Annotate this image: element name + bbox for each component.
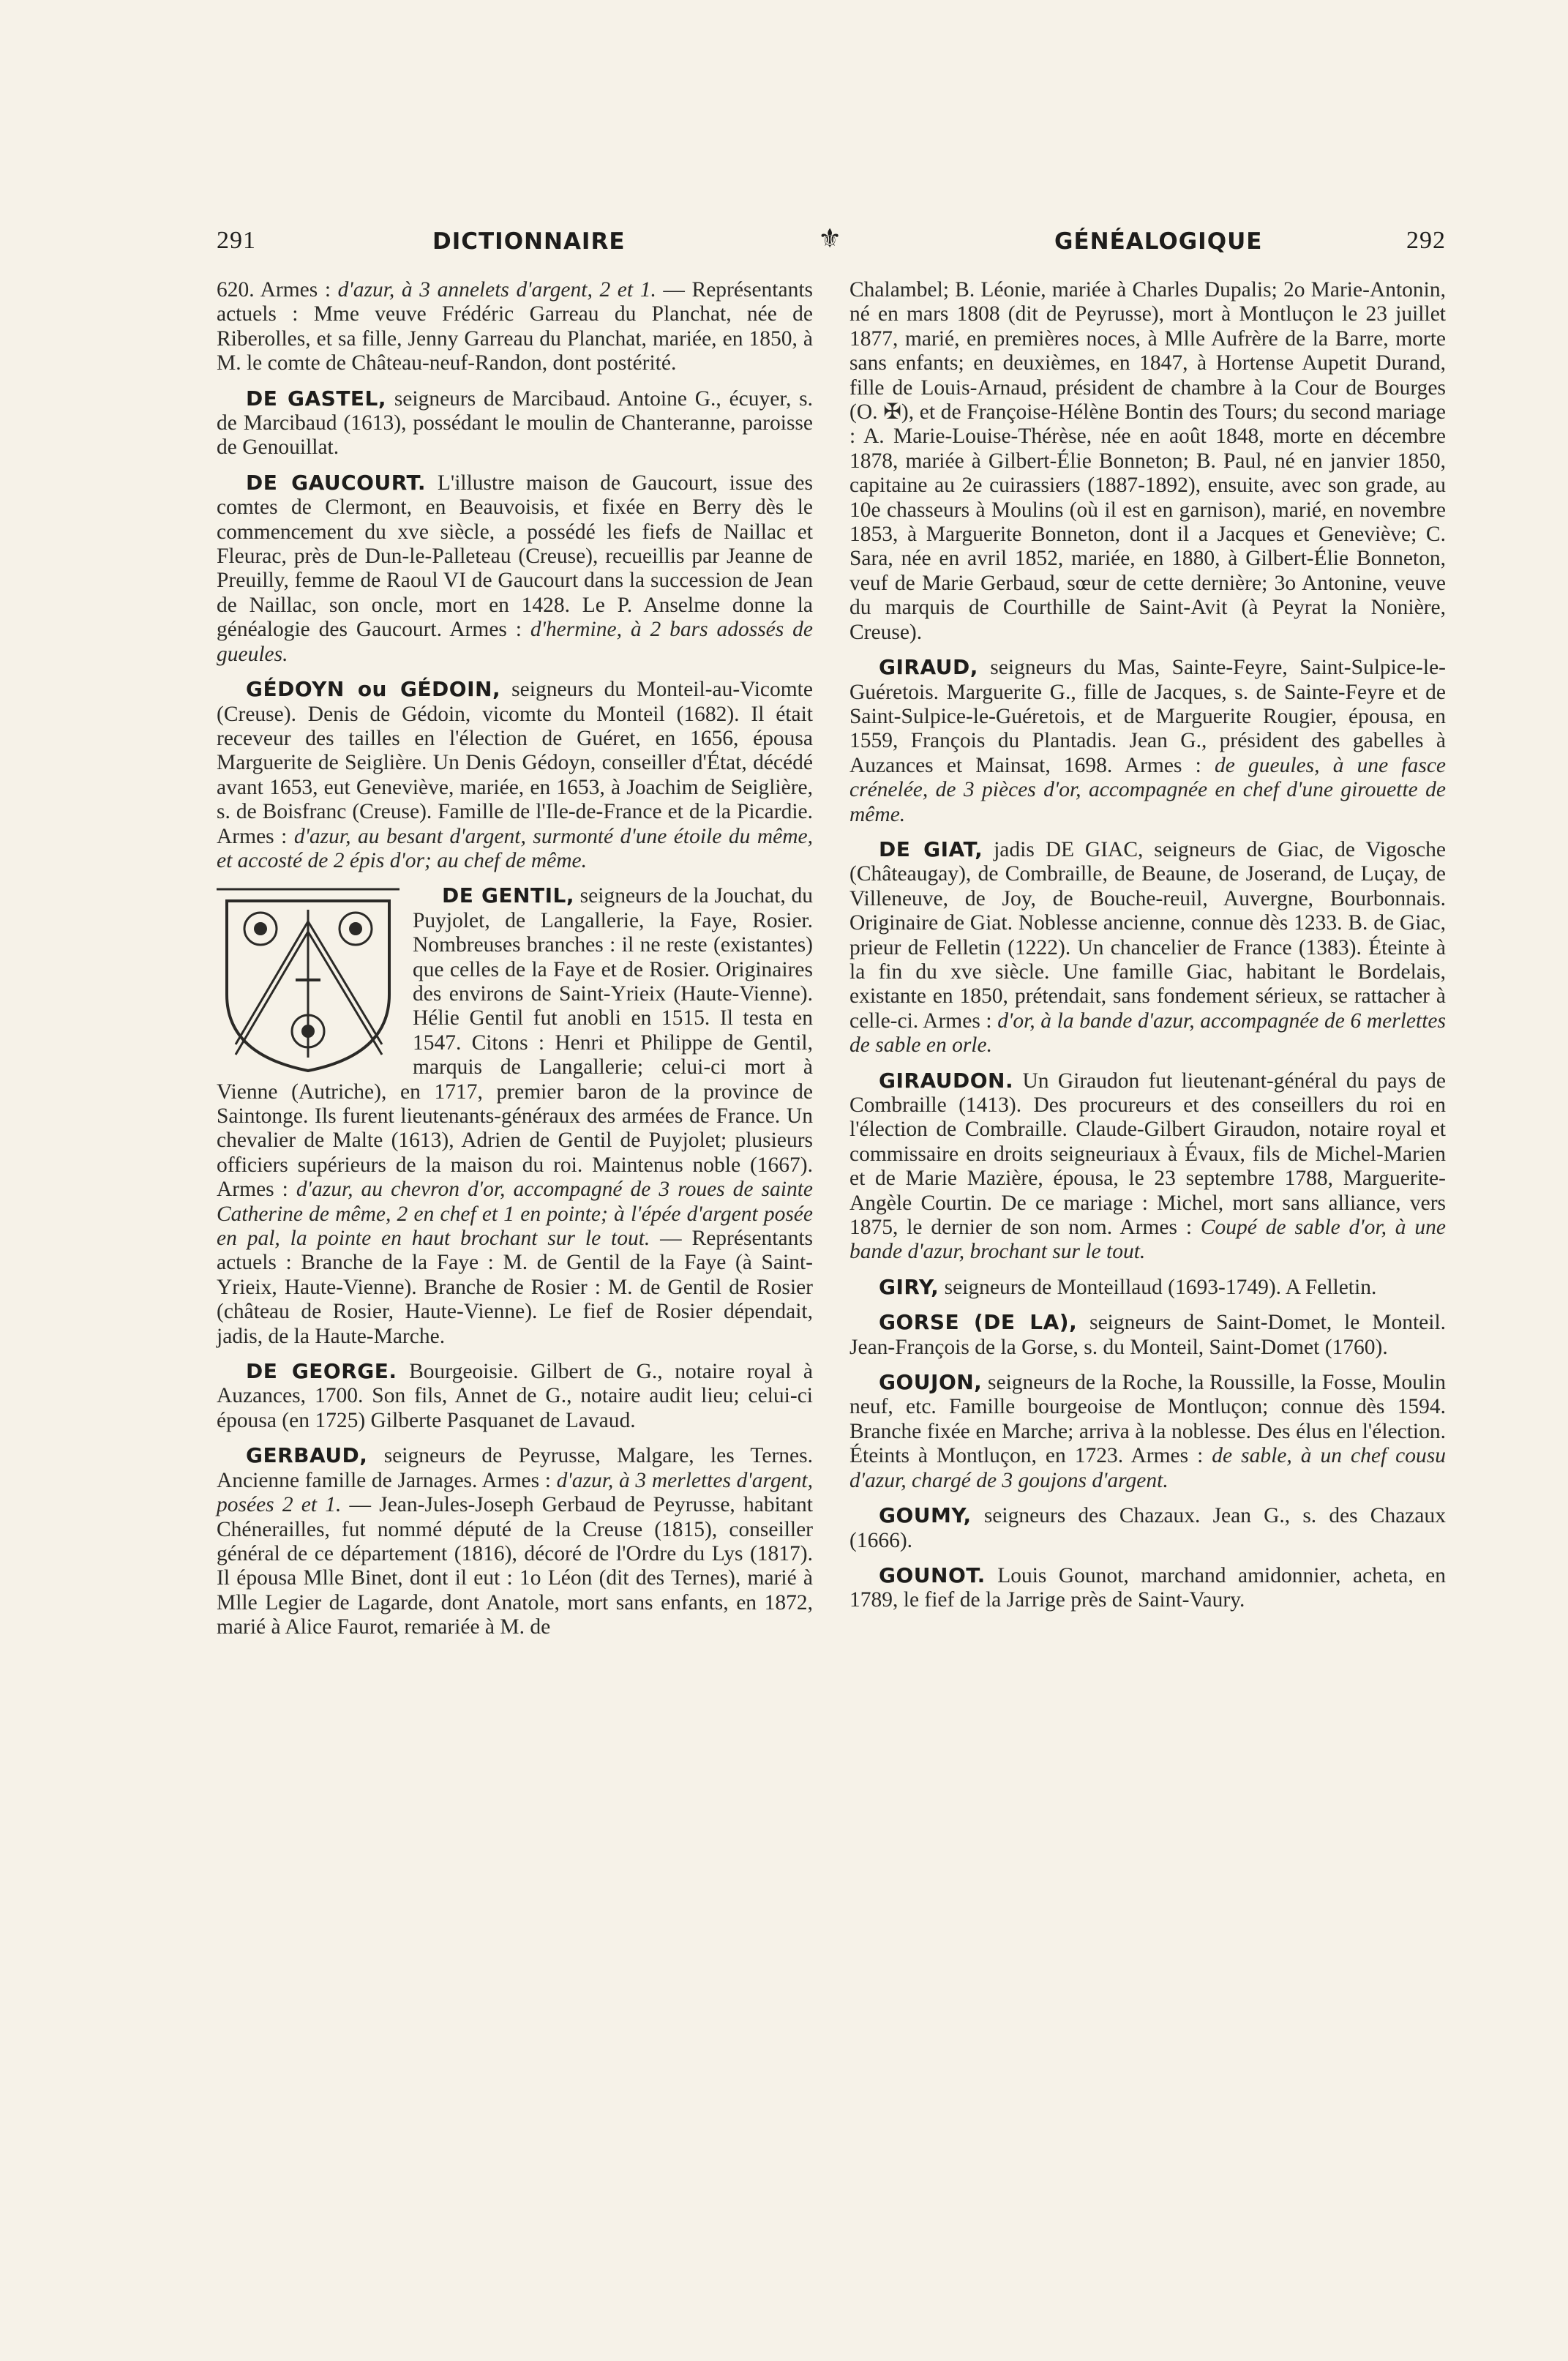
entry-george: DE GEORGE. Bourgeoisie. Gilbert de G., notaire royal à Auzances, 1700. Son fils, Annet de G., notaire audit lieu; celui-ci épousa (en 1725) Gilberte Pasquanet de Lavaud. xyxy=(217,1359,813,1432)
fleur-de-lis-icon: ⚜ xyxy=(818,224,843,254)
running-head-left: DICTIONNAIRE xyxy=(432,228,626,255)
entry-gentil: DE GENTIL, seigneurs de la Jouchat, du Puyjolet, de Langallerie, la Faye, Rosier. Nombreuses branches : il ne reste (existantes) que celles de la Faye et de Rosier. Originaires des environs de Saint-Yrieix (Haute-Vienne). Hélie Gentil fut anobli en 1515. Il testa en 1547. Citons : Henri et Philippe de Gentil, marquis de Langallerie; celui-ci mort à Vienne (Autriche), en 1717, premier baron de la province de Saintonge. Ils furent lieutenants-généraux des armées de France. Un chevalier de Malte (1613), Adrien de Gentil de Puyjolet; plusieurs officiers supérieurs de la maison du roi. Maintenus noble (1667). Armes : d'azur, au chevron d'or, accompagné de 3 roues de sainte Catherine de même, 2 en chef et 1 en pointe; à l'épée d'argent posée en pal, la pointe en haut brochant sur le tout. — Représentants actuels : Branche de la Faye : M. de Gentil de la Faye (à Saint-Yrieix, Haute-Vienne). Branche de Rosier : M. de Gentil de Rosier (château de Rosier, Haute-Vienne). Le fief de Rosier dépendait, jadis, de la Haute-Marche. xyxy=(217,883,814,1348)
entry-gaucourt: DE GAUCOURT. L'illustre maison de Gaucourt, issue des comtes de Clermont, en Beauvoisis, et fixée en Berry dès le commencement du xve siècle, a possédé les fiefs de Naillac et Fleurac, près de Dun-le-Palleteau (Creuse), recueillis par Jeanne de Preuilly, femme de Raoul VI de Gaucourt dans la succession de Jean de Naillac, son oncle, mort en 1428. Le P. Anselme donne la généalogie des Gaucourt. Armes : d'hermine, à 2 bars adossés de gueules. xyxy=(217,470,813,666)
running-head-right: GÉNÉALOGIQUE xyxy=(1054,228,1263,255)
entry-gerbaud: GERBAUD, seigneurs de Peyrusse, Malgare, les Ternes. Ancienne famille de Jarnages. Armes : d'azur, à 3 merlettes d'argent, posées 2 et 1. — Jean-Jules-Joseph Gerbaud de Peyrusse, habitant Chénerailles, fut nommé député de la Creuse (1815), conseiller général de ce département (1816), décoré de l'Ordre du Lys (1817). Il épousa Mlle Binet, dont il eut : 1o Léon (dit des Ternes), marié à Mlle Legier de Lagarde, dont Anatole, mort sans enfants, en 1872, marié à Alice Faurot, remariée à M. de xyxy=(217,1443,813,1639)
page-header xyxy=(217,224,1446,263)
entry-gounot: GOUNOT. Louis Gounot, marchand amidonnier, acheta, en 1789, le fief de la Jarrige près de Saint-Vaury. xyxy=(849,1563,1446,1612)
entry-giraudon: GIRAUDON. Un Giraudon fut lieutenant-général du pays de Combraille (1413). Des procureurs et des conseillers du roi en l'élection de Combraille. Claude-Gilbert Giraudon, notaire royal et commissaire en droits seigneuriaux à Évaux, fils de Michel-Marien et de Marie Mazière, épousa, le 23 septembre 1788, Marguerite-Angèle Courtin. De ce mariage : Michel, mort sans alliance, vers 1875, le dernier de son nom. Armes : Coupé de sable d'or, à une bande d'azur, brochant sur le tout. xyxy=(849,1068,1447,1264)
entry-continuation: Chalambel; B. Léonie, mariée à Charles Dupalis; 2o Marie-Antonin, né en mars 1808 (dit de Peyrusse), mort à Montluçon le 23 juillet 1877, marié, en premières noces, à Mlle Aufrère de la Barre, morte sans enfants; en deuxièmes, en 1847, à Hortense Aupetit Durand, fille de Louis-Arnaud, président de chambre à la Cour de Bourges (O. ✠), et de Françoise-Hélène Bontin des Tours; du second mariage : A. Marie-Louise-Thérèse, née en août 1848, morte en décembre 1878, mariée à Gilbert-Élie Bonneton; B. Paul, né en janvier 1850, capitaine au 2e cuirassiers (1887-1892), ensuite, avec son grade, au 10e chasseurs à Moulins (où il est en garnison), marié, en novembre 1853, à Marguerite Bonneton, dont il a Jacques et Geneviève; C. Sara, née en avril 1852, mariée, en 1880, à Gilbert-Élie Bonneton, veuf de Marie Gerbaud, sœur de cette dernière; 3o Antonine, veuve du marquis de Courthille de Saint-Avit (à Peyrat la Nonière, Creuse). xyxy=(849,278,1446,644)
entry-gedoyn: GÉDOYN ou GÉDOIN, seigneurs du Monteil-au-Vicomte (Creuse). Denis de Gédoin, vicomte du Monteil (1682). Il était receveur des tailles en l'élection de Guéret, en 1656, épousa Marguerite de Seiglière. Un Denis Gédoyn, conseiller d'État, décédé avant 1653, eut Geneviève, mariée, en 1653, à Joachim de Seiglière, s. de Boisfranc (Creuse). Famille de l'Ile-de-France et de la Picardie. Armes : d'azur, au besant d'argent, surmonté d'une étoile du même, et accosté de 2 épis d'or; au chef de même. xyxy=(217,677,813,872)
entry-gastel: DE GASTEL, seigneurs de Marcibaud. Antoine G., écuyer, s. de Marcibaud (1613), possédant le moulin de Chanteranne, paroisse de Genouillat. xyxy=(217,386,813,460)
entry-gorse: GORSE (DE LA), seigneurs de Saint-Domet, le Monteil. Jean-François de la Gorse, s. du Monteil, Saint-Domet (1760). xyxy=(849,1310,1447,1359)
entry-giat: DE GIAT, jadis DE GIAC, seigneurs de Giac, de Vigosche (Châteaugay), de Combraille, de Beaune, de Joserand, de Luçay, de Villeneuve, de Joy, de Bouche-reuil, Auvergne, Bourbonnais. Originaire de Giat. Noblesse ancienne, connue dès 1233. B. de Giac, prieur de Felletin (1222). Un chancelier de France (1383). Éteinte à la fin du xve siècle. Une famille Giac, habitant le Bordelais, existante en 1850, prétendait, sans fondement sérieux, se rattacher à celle-ci. Armes : d'or, à la bande d'azur, accompagnée de 6 merlettes de sable en orle. xyxy=(849,837,1446,1058)
entry-goumy: GOUMY, seigneurs des Chazaux. Jean G., s. des Chazaux (1666). xyxy=(849,1503,1446,1552)
entry-goujon: GOUJON, seigneurs de la Roche, la Roussille, la Fosse, Moulin neuf, etc. Famille bourgeoise de Montluçon; connue dès 1594. Branche fixée en Marche; arriva à la noblesse. Des élus en l'élection. Éteints à Montluçon, en 1723. Armes : de sable, à un chef cousu d'azur, chargé de 3 goujons d'argent. xyxy=(849,1370,1446,1492)
entry-giry: GIRY, seigneurs de Monteillaud (1693-1749). A Felletin. xyxy=(879,1274,1377,1299)
right-column xyxy=(849,278,1446,1623)
page-number-right: 292 xyxy=(1406,227,1446,254)
page-number-left: 291 xyxy=(217,227,256,254)
entry-continuation: 620. Armes : d'azur, à 3 annelets d'argent, 2 et 1. — Représentants actuels : Mme veuve Frédéric Garreau du Planchat, née de Riberolles, et sa fille, Jenny Garreau du Planchat, mariée, en 1850, à M. le comte de Château-neuf-Randon, dont postérité. xyxy=(217,278,814,375)
coat-of-arms-icon xyxy=(217,885,399,1077)
left-column xyxy=(217,278,813,1650)
entry-giraud: GIRAUD, seigneurs du Mas, Sainte-Feyre, Saint-Sulpice-le-Guéretois. Marguerite G., fille de Jacques, s. de Sainte-Feyre et de Saint-Sulpice-le-Guéretois, et de Marguerite Rougier, épousa, en 1559, François du Plantadis. Jean G., président des gabelles à Auzances et Mainsat, 1698. Armes : de gueules, à une fasce crénelée, de 3 pièces d'or, accompagnée en chef d'une girouette de même. xyxy=(849,655,1447,826)
